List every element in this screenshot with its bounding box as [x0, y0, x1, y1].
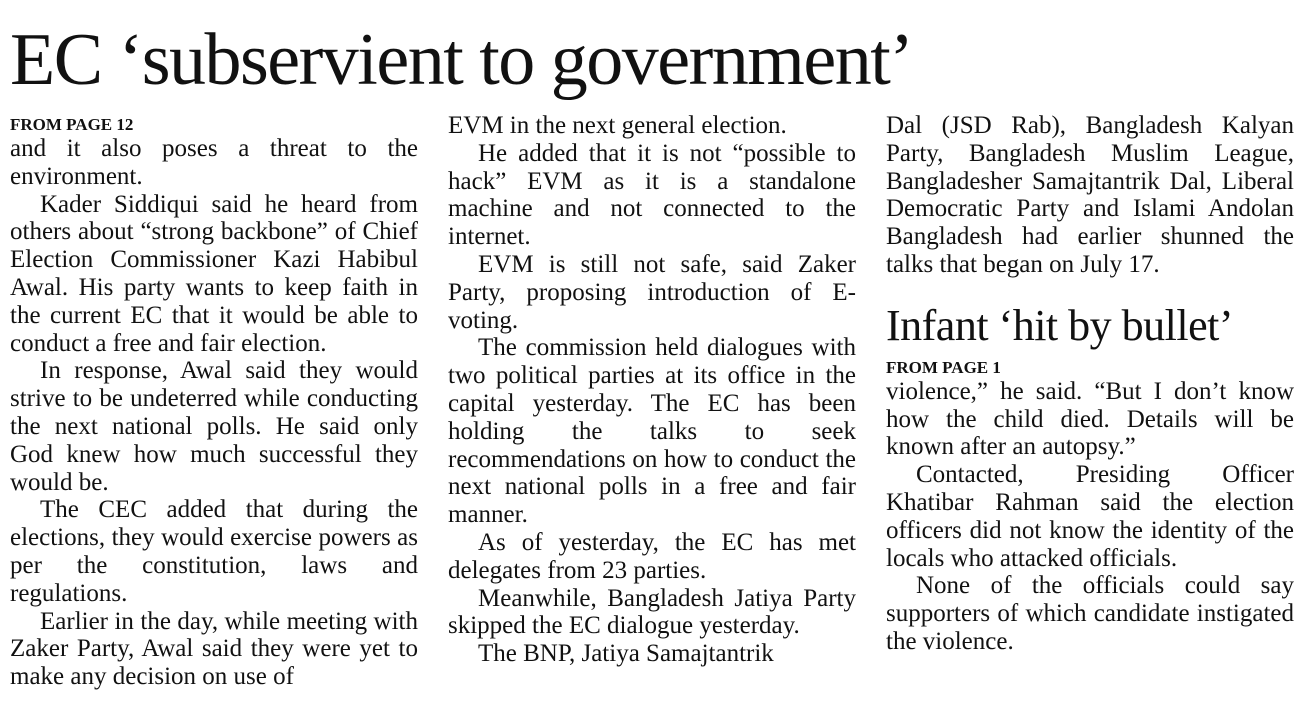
story-2-headline: Infant ‘hit by bullet’ [886, 300, 1234, 350]
body-paragraph: EVM in the next general election. [448, 112, 787, 139]
body-paragraph: Earlier in the day, while meeting with Zaker Party, Awal said they were yet to make any decision on use of [10, 607, 418, 691]
body-paragraph: The CEC added that during the elections, they would exercise powers as per the constitution, laws and regulations. [10, 496, 418, 607]
body-paragraph: As of yesterday, the EC has met delegates from 23 parties. [448, 528, 856, 584]
body-paragraph: The commission held dialogues with two political parties at its office in the capital yesterday. The EC has been holding the talks to seek recommendations on how to conduct the next national polls in a free and fair manner. [448, 334, 856, 529]
body-paragraph: Dal (JSD Rab), Bangladesh Kalyan Party, Bangladesh Muslim League, Bangladesher Samajtantrik Dal, Liberal Democratic Party and Islami Andolan Bangladesh had earlier shunned the talks that began on July 17. [886, 112, 1294, 278]
column-3 [886, 112, 1294, 656]
column-2 [448, 112, 856, 668]
body-paragraph: Contacted, Presiding Officer Khatibar Rahman said the election officers did not know the identity of the locals who attacked officials. [886, 461, 1294, 572]
body-paragraph: violence,” he said. “But I don’t know how the child died. Details will be known after an autopsy.” [886, 377, 1294, 461]
body-paragraph: EVM is still not safe, said Zaker Party, proposing introduction of E-voting. [448, 250, 856, 334]
body-paragraph: He added that it is not “possible to hack” EVM as it is a standalone machine and not connected to the internet. [448, 139, 856, 251]
body-paragraph: None of the officials could say supporters of which candidate instigated the violence. [886, 572, 1294, 655]
body-paragraph: Meanwhile, Bangladesh Jatiya Party skipped the EC dialogue yesterday. [448, 584, 856, 640]
body-paragraph: The BNP, Jatiya Samajtantrik [478, 640, 774, 668]
body-paragraph: In response, Awal said they would strive to be undeterred while conducting the next national polls. He said only God knew how much successful they would be. [10, 357, 418, 496]
continuation-kicker: FROM PAGE 12 [10, 115, 134, 134]
body-paragraph: Kader Siddiqui said he heard from others about “strong backbone” of Chief Election Commissioner Kazi Habibul Awal. His party wants to keep faith in the current EC that it would be able to conduct a free and fair election. [10, 190, 418, 357]
column-1 [10, 112, 418, 691]
headline: EC ‘subservient to government’ [10, 19, 913, 101]
continuation-kicker-2: FROM PAGE 1 [886, 357, 1001, 377]
body-paragraph: and it also poses a threat to the environment. [10, 135, 418, 190]
